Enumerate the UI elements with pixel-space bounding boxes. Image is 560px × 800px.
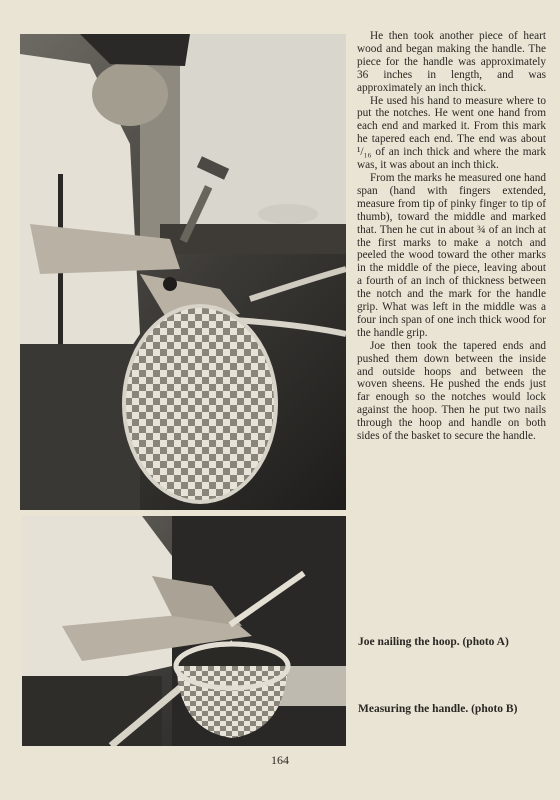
photo-b (22, 516, 346, 746)
page-number: 164 (271, 753, 289, 767)
paragraph-tapered-ends: Joe then took the tapered ends and pushed them down between the inside and outside hoops and between the woven sheens. He pushed the ends just far enough so the notches would lock against the hoop. Then he put two nails through the hoop and handle on both sides of the basket to secure the handle. (357, 339, 546, 443)
photo-a (20, 34, 346, 510)
caption-photo-a: Joe nailing the hoop. (photo A) (358, 636, 509, 648)
paragraph-hand-span: From the marks he measured one hand span (hand with fingers extended, measure from tip of pinky finger to tip of thumb), toward the middle and marked that. Then he cut in about ¾ of an inch at the first marks to make a notch and peeled the wood toward the other marks in the middle of the piece, leaving about a fourth of an inch of thickness between the notch and the mark for the handle grip. What was left in the middle was a four inch span of one inch thick wood for the handle grip. (357, 171, 546, 339)
photo-a-illustration (20, 34, 346, 510)
caption-photo-b: Measuring the handle. (photo B) (358, 703, 518, 715)
paragraph-handle-piece: He then took another piece of heart wood and began making the handle. The piece for the handle was approximately 36 inches in length, and was approximately an inch thick. (357, 30, 546, 94)
paragraph-notches: He used his hand to measure where to put the notches. He went one hand from each end and marked it. From this mark he tapered each end. The end was about ¹/₁₆ of an inch thick and where the mark was, it was about an inch thick. (357, 94, 546, 172)
photo-b-illustration (22, 516, 346, 746)
article-column (357, 30, 546, 443)
